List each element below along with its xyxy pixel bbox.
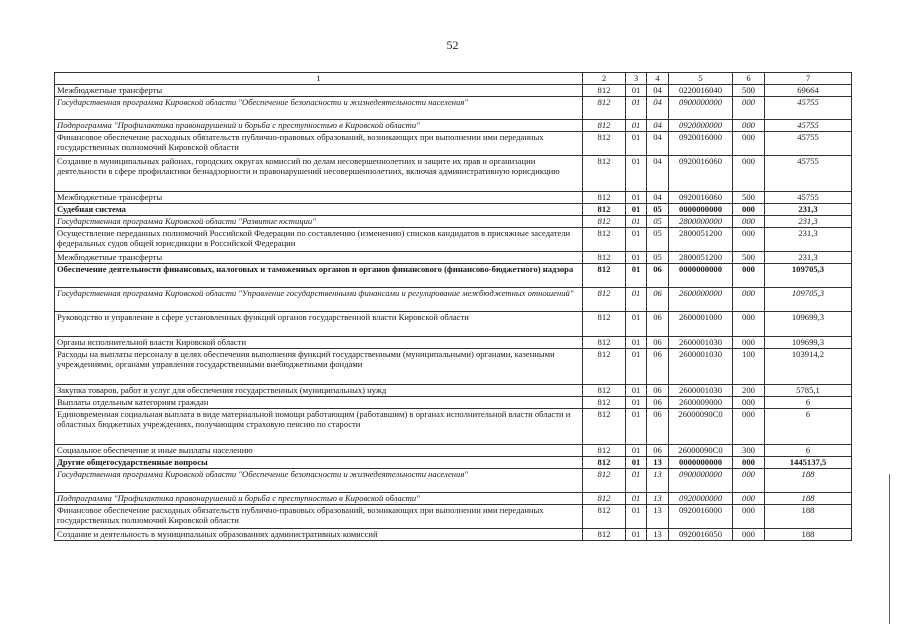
row-name-cell: Создание и деятельность в муниципальных образованиях административных комиссий [55,529,583,541]
row-ved-cell: 812 [583,445,626,457]
row-expense-type-cell: 000 [733,397,765,409]
row-section-cell: 01 [626,264,647,288]
row-amount-cell: 45755 [765,192,852,204]
column-header: 7 [765,73,852,85]
row-ved-cell: 812 [583,493,626,505]
row-target-code-cell: 0920016000 [669,505,733,529]
row-expense-type-cell: 000 [733,216,765,228]
row-target-code-cell: 0900000000 [669,97,733,120]
row-ved-cell: 812 [583,349,626,385]
row-name-cell: Межбюджетные трансферты [55,252,583,264]
row-name-cell: Межбюджетные трансферты [55,85,583,97]
row-section-cell: 01 [626,120,647,132]
row-subsection-cell: 05 [647,228,669,252]
row-name-cell: Обеспечение деятельности финансовых, налоговых и таможенных органов и органов финансового (финансово-бюджетного) надзора [55,264,583,288]
table-row [55,85,852,97]
row-section-cell: 01 [626,457,647,469]
row-expense-type-cell: 000 [733,288,765,312]
row-name-cell: Органы исполнительной власти Кировской области [55,337,583,349]
row-target-code-cell: 2800000000 [669,216,733,228]
row-ved-cell: 812 [583,192,626,204]
row-ved-cell: 812 [583,264,626,288]
column-header: 2 [583,73,626,85]
row-subsection-cell: 04 [647,192,669,204]
row-amount-cell: 188 [765,493,852,505]
row-subsection-cell: 06 [647,445,669,457]
row-amount-cell: 188 [765,529,852,541]
row-name-cell: Выплаты отдельным категориям граждан [55,397,583,409]
row-ved-cell: 812 [583,385,626,397]
row-name-cell: Другие общегосударственные вопросы [55,457,583,469]
row-name-cell: Межбюджетные трансферты [55,192,583,204]
row-ved-cell: 812 [583,469,626,493]
row-name-cell: Расходы на выплаты персоналу в целях обеспечения выполнения функций государственными (муниципальными) органами, казенными учреждениями, органами управления государственными внебюджетными фондами [55,349,583,385]
row-subsection-cell: 04 [647,97,669,120]
column-header: 6 [733,73,765,85]
row-subsection-cell: 05 [647,204,669,216]
row-expense-type-cell: 500 [733,252,765,264]
row-ved-cell: 812 [583,85,626,97]
table-row [55,204,852,216]
row-expense-type-cell: 000 [733,132,765,156]
row-ved-cell: 812 [583,288,626,312]
row-subsection-cell: 13 [647,457,669,469]
table-row [55,216,852,228]
row-amount-cell: 109705,3 [765,264,852,288]
row-target-code-cell: 26000090С0 [669,409,733,445]
row-expense-type-cell: 000 [733,228,765,252]
row-name-cell: Закупка товаров, работ и услуг для обеспечения государственных (муниципальных) нужд [55,385,583,397]
row-target-code-cell: 26000090С0 [669,445,733,457]
row-amount-cell: 109699,3 [765,337,852,349]
row-name-cell: Государственная программа Кировской области "Обеспечение безопасности и жизнедеятельности населения" [55,469,583,493]
row-expense-type-cell: 000 [733,264,765,288]
table-row [55,264,852,288]
row-ved-cell: 812 [583,337,626,349]
row-subsection-cell: 06 [647,397,669,409]
row-section-cell: 01 [626,85,647,97]
row-subsection-cell: 06 [647,337,669,349]
row-section-cell: 01 [626,505,647,529]
row-amount-cell: 231,3 [765,204,852,216]
row-ved-cell: 812 [583,457,626,469]
row-name-cell: Подпрограмма "Профилактика правонарушений и борьба с преступностью в Кировской области" [55,493,583,505]
row-target-code-cell: 0000000000 [669,264,733,288]
row-name-cell: Руководство и управление в сфере установленных функций органов государственной власти Кировской области [55,312,583,337]
row-target-code-cell: 0920016060 [669,192,733,204]
row-name-cell: Единовременная социальная выплата в виде материальной помощи работающим (работавшим) в органах исполнительной власти области и областных бюджетных учреждениях, получающим страховую пенсию по старости [55,409,583,445]
row-target-code-cell: 0920016060 [669,156,733,192]
column-number-row [55,73,852,85]
row-amount-cell: 109705,3 [765,288,852,312]
row-target-code-cell: 2600001030 [669,385,733,397]
column-header: 1 [55,73,583,85]
table-row [55,409,852,445]
row-target-code-cell: 0920016050 [669,529,733,541]
row-section-cell: 01 [626,228,647,252]
row-amount-cell: 45755 [765,97,852,120]
row-section-cell: 01 [626,409,647,445]
row-amount-cell: 45755 [765,120,852,132]
row-expense-type-cell: 000 [733,457,765,469]
row-section-cell: 01 [626,312,647,337]
column-header: 5 [669,73,733,85]
row-amount-cell: 6 [765,409,852,445]
page-number: 52 [446,38,459,52]
row-subsection-cell: 04 [647,120,669,132]
column-header: 3 [626,73,647,85]
row-section-cell: 01 [626,132,647,156]
row-amount-cell: 231,3 [765,228,852,252]
table-row [55,337,852,349]
row-amount-cell: 1445137,5 [765,457,852,469]
table-row [55,120,852,132]
row-subsection-cell: 04 [647,85,669,97]
row-target-code-cell: 2600001000 [669,312,733,337]
row-amount-cell: 5785,1 [765,385,852,397]
row-ved-cell: 812 [583,409,626,445]
row-amount-cell: 231,3 [765,216,852,228]
row-section-cell: 01 [626,204,647,216]
row-name-cell: Финансовое обеспечение расходных обязательств публично-правовых образований, возникающих при выполнении ими переданных государственных полномочий Кировской области [55,505,583,529]
row-amount-cell: 45755 [765,132,852,156]
row-expense-type-cell: 500 [733,85,765,97]
row-section-cell: 01 [626,252,647,264]
row-ved-cell: 812 [583,312,626,337]
table-row [55,385,852,397]
table-row [55,132,852,156]
row-expense-type-cell: 000 [733,409,765,445]
row-amount-cell: 103914,2 [765,349,852,385]
row-target-code-cell: 0000000000 [669,457,733,469]
row-subsection-cell: 13 [647,529,669,541]
row-target-code-cell: 0900000000 [669,469,733,493]
table-row [55,156,852,192]
row-amount-cell: 45755 [765,156,852,192]
row-ved-cell: 812 [583,120,626,132]
row-target-code-cell: 0920000000 [669,493,733,505]
row-ved-cell: 812 [583,397,626,409]
table-row [55,457,852,469]
row-name-cell: Судебная система [55,204,583,216]
row-subsection-cell: 05 [647,216,669,228]
row-section-cell: 01 [626,349,647,385]
row-subsection-cell: 13 [647,505,669,529]
row-target-code-cell: 2600000000 [669,288,733,312]
row-subsection-cell: 06 [647,349,669,385]
row-name-cell: Государственная программа Кировской области "Управление государственными финансами и регулирование межбюджетных отношений" [55,288,583,312]
table-row [55,505,852,529]
row-subsection-cell: 04 [647,132,669,156]
row-name-cell: Финансовое обеспечение расходных обязательств публично-правовых образований, возникающих при выполнении ими переданных государственных полномочий Кировской области [55,132,583,156]
row-ved-cell: 812 [583,132,626,156]
row-name-cell: Создание в муниципальных районах, городских округах комиссий по делам несовершеннолетних и защите их прав и организации деятельности в сфере профилактики безнадзорности и правонарушений несовершеннолетних, включая административную юрисдикцию [55,156,583,192]
row-expense-type-cell: 000 [733,120,765,132]
row-expense-type-cell: 000 [733,493,765,505]
row-section-cell: 01 [626,529,647,541]
row-subsection-cell: 06 [647,312,669,337]
row-expense-type-cell: 000 [733,204,765,216]
table-row [55,469,852,493]
column-header: 4 [647,73,669,85]
row-amount-cell: 69664 [765,85,852,97]
row-subsection-cell: 13 [647,493,669,505]
row-ved-cell: 812 [583,156,626,192]
row-section-cell: 01 [626,216,647,228]
row-expense-type-cell: 000 [733,156,765,192]
row-expense-type-cell: 500 [733,192,765,204]
row-ved-cell: 812 [583,216,626,228]
row-section-cell: 01 [626,385,647,397]
row-section-cell: 01 [626,156,647,192]
row-name-cell: Социальное обеспечение и иные выплаты населению [55,445,583,457]
scan-mark [889,474,890,624]
table-row [55,445,852,457]
row-section-cell: 01 [626,337,647,349]
row-ved-cell: 812 [583,529,626,541]
table-row [55,397,852,409]
table-row [55,252,852,264]
row-target-code-cell: 0000000000 [669,204,733,216]
row-expense-type-cell: 000 [733,97,765,120]
row-target-code-cell: 0920000000 [669,120,733,132]
row-target-code-cell: 2800051200 [669,252,733,264]
table-row [55,97,852,120]
row-expense-type-cell: 000 [733,505,765,529]
row-ved-cell: 812 [583,228,626,252]
row-target-code-cell: 0920016000 [669,132,733,156]
row-subsection-cell: 13 [647,469,669,493]
row-section-cell: 01 [626,192,647,204]
row-expense-type-cell: 200 [733,385,765,397]
row-name-cell: Осуществление переданных полномочий Российской Федерации по составлению (изменению) списков кандидатов в присяжные заседатели федеральных судов общей юрисдикции в Российской Федерации [55,228,583,252]
table-row [55,288,852,312]
row-section-cell: 01 [626,97,647,120]
row-subsection-cell: 05 [647,252,669,264]
table-row [55,192,852,204]
row-amount-cell: 188 [765,469,852,493]
row-subsection-cell: 06 [647,385,669,397]
row-ved-cell: 812 [583,505,626,529]
row-expense-type-cell: 000 [733,337,765,349]
row-expense-type-cell: 000 [733,529,765,541]
row-section-cell: 01 [626,397,647,409]
row-subsection-cell: 06 [647,264,669,288]
row-target-code-cell: 2600001030 [669,337,733,349]
row-target-code-cell: 2800051200 [669,228,733,252]
row-expense-type-cell: 000 [733,312,765,337]
row-target-code-cell: 0220016040 [669,85,733,97]
row-name-cell: Государственная программа Кировской области "Развитие юстиции" [55,216,583,228]
row-amount-cell: 231,3 [765,252,852,264]
row-expense-type-cell: 100 [733,349,765,385]
table-row [55,312,852,337]
row-ved-cell: 812 [583,97,626,120]
row-amount-cell: 6 [765,445,852,457]
table-row [55,349,852,385]
row-amount-cell: 188 [765,505,852,529]
row-amount-cell: 109699,3 [765,312,852,337]
row-expense-type-cell: 300 [733,445,765,457]
row-expense-type-cell: 000 [733,469,765,493]
table-row [55,228,852,252]
row-section-cell: 01 [626,469,647,493]
row-section-cell: 01 [626,493,647,505]
table-row [55,493,852,505]
row-subsection-cell: 06 [647,288,669,312]
row-section-cell: 01 [626,445,647,457]
row-subsection-cell: 06 [647,409,669,445]
row-section-cell: 01 [626,288,647,312]
row-name-cell: Подпрограмма "Профилактика правонарушений и борьба с преступностью в Кировской области" [55,120,583,132]
row-ved-cell: 812 [583,204,626,216]
row-name-cell: Государственная программа Кировской области "Обеспечение безопасности и жизнедеятельности населения" [55,97,583,120]
budget-table [54,72,852,541]
row-target-code-cell: 2600009000 [669,397,733,409]
row-subsection-cell: 04 [647,156,669,192]
table-row [55,529,852,541]
table-body [55,85,852,541]
row-target-code-cell: 2600001030 [669,349,733,385]
row-ved-cell: 812 [583,252,626,264]
row-amount-cell: 6 [765,397,852,409]
